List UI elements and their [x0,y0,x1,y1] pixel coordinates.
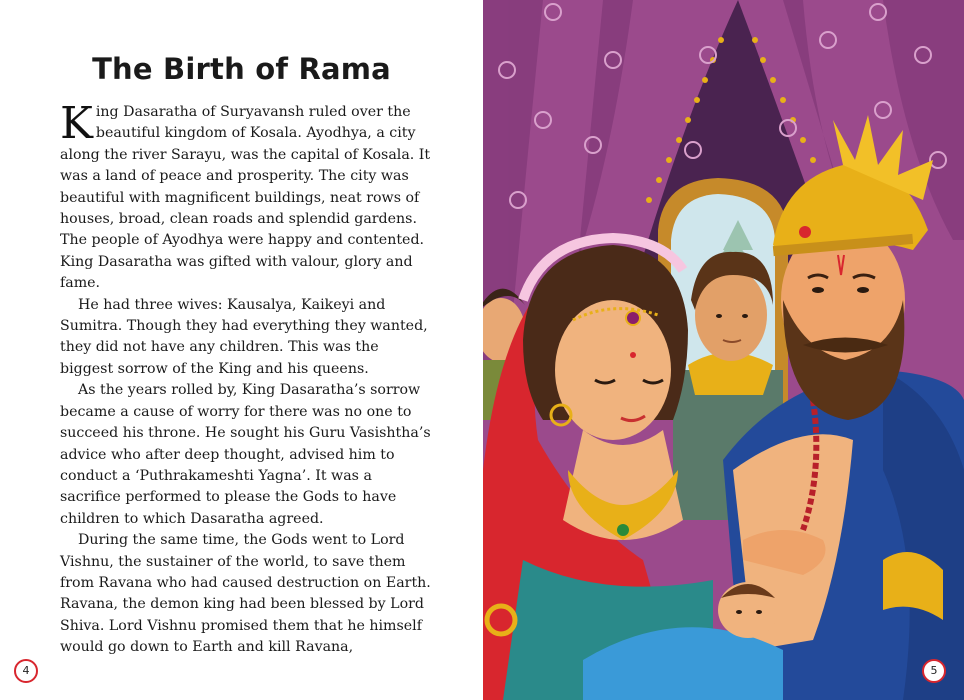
illustration-birth-of-rama [483,0,964,700]
illustration-page [483,0,964,700]
drop-cap: K [60,98,93,149]
paragraph-1-text: ing Dasaratha of Suryavansh ruled over the beautiful kingdom of Kosala. Ayodhya, a city along the river Sarayu, was the capital of Kosala. It was a land of peace and prosperity. The city was beautiful with magnificent buildings, neat rows of houses, broad, clean roads and splendid gardens. The people of Ayodhya were happy and contented. King Dasaratha was gifted with valour, glory and fame. [60,104,431,292]
paragraph-3: As the years rolled by, King Dasaratha’s sorrow became a cause of worry for there was no one to succeed his throne. He sought his Guru Vasishtha’s advice who after deep thought, advised him to conduct a ‘Puthrakameshti Yagna’. It was a sacrifice performed to please the Gods to have children to which Dasaratha agreed. [60,382,431,527]
paragraph-4: During the same time, the Gods went to Lord Vishnu, the sustainer of the world, to save them from Ravana who had caused destruction on Earth. Ravana, the demon king had been blessed by Lord Shiva. Lord Vishnu promised them that he himself would go down to Earth and kill Ravana, [60,532,431,656]
page-number-right: 5 [922,659,946,683]
page-number-left: 4 [14,659,38,683]
paragraph-2: He had three wives: Kausalya, Kaikeyi and Sumitra. Though they had everything they wanted, they did not have any children. This was the biggest sorrow of the King and his queens. [60,296,428,377]
page-title: The Birth of Rama [92,52,391,86]
paragraph-1 [60,98,432,295]
story-text [60,98,432,659]
